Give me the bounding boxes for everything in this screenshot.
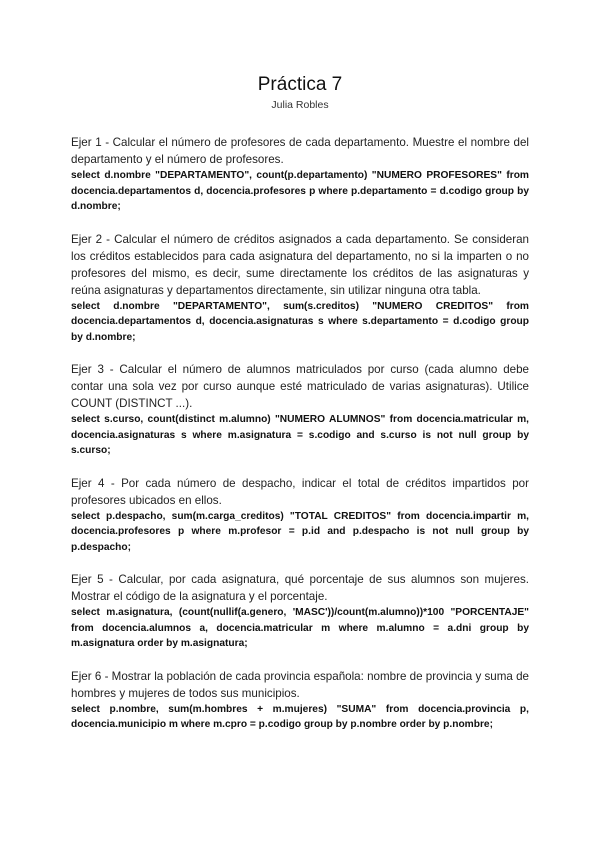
exercise-description: Ejer 2 - Calcular el número de créditos asignados a cada departamento. Se consideran los créditos establecidos para cada asignatura del departamento, no si la imparten o no profesores del mismo, es decir, sume directamente los créditos de las asignaturas y reúna asignaturas y departamentos directamente, sin utilizar ninguna otra tabla. bbox=[71, 232, 529, 297]
sql-query: select p.nombre, sum(m.hombres + m.mujeres) "SUMA" from docencia.provincia p, docencia.municipio m where m.cpro = p.codigo group by p.nombre order by p.nombre; bbox=[71, 703, 529, 730]
sql-query: select s.curso, count(distinct m.alumno) "NUMERO ALUMNOS" from docencia.matricular m, docencia.asignaturas s where m.asignatura = s.codigo and s.curso is not null group by s.curso; bbox=[71, 414, 529, 456]
page-title: Práctica 7 bbox=[257, 74, 343, 95]
exercise-5 bbox=[71, 571, 529, 652]
exercise-3 bbox=[71, 361, 529, 459]
exercise-4 bbox=[71, 475, 529, 556]
exercise-1 bbox=[71, 134, 529, 215]
author-name: Julia Robles bbox=[271, 99, 329, 111]
exercise-2 bbox=[71, 231, 529, 346]
sql-query: select d.nombre "DEPARTAMENTO", sum(s.creditos) "NUMERO CREDITOS" from docencia.departamentos d, docencia.asignaturas s where s.departamento = d.codigo group by d.nombre; bbox=[71, 300, 529, 343]
sql-query: select m.asignatura, (count(nullif(a.genero, 'MASC'))/count(m.alumno))*100 "PORCENTAJE" from docencia.alumnos a, docencia.matricular m where m.alumno = a.dni group by m.asignatura order by m.asignatura; bbox=[71, 607, 529, 649]
sql-query: select d.nombre "DEPARTAMENTO", count(p.departamento) "NUMERO PROFESORES" from docencia.departamentos d, docencia.profesores p where p.departamento = d.codigo group by d.nombre; bbox=[71, 170, 529, 212]
exercise-description: Ejer 1 - Calcular el número de profesores de cada departamento. Muestre el nombre del departamento y el número de profesores. bbox=[71, 136, 529, 166]
exercise-6 bbox=[71, 668, 529, 733]
exercise-description: Ejer 3 - Calcular el número de alumnos matriculados por curso (cada alumno debe contar una sola vez por curso aunque esté matriculado de varias asignaturas). Utilice COUNT (DISTINCT ...). bbox=[71, 363, 529, 410]
sql-query: select p.despacho, sum(m.carga_creditos) "TOTAL CREDITOS" from docencia.impartir m, docencia.profesores p where m.profesor = p.id and p.despacho is not null group by p.despacho; bbox=[71, 510, 529, 553]
exercise-description: Ejer 6 - Mostrar la población de cada provincia española: nombre de provincia y suma de hombres y mujeres de todos sus municipios. bbox=[71, 669, 529, 700]
exercise-description: Ejer 4 - Por cada número de despacho, indicar el total de créditos impartidos por profesores ubicados en ellos. bbox=[71, 476, 529, 507]
exercise-description: Ejer 5 - Calcular, por cada asignatura, qué porcentaje de sus alumnos son mujeres. Mostrar el código de la asignatura y el porcentaje. bbox=[71, 573, 529, 603]
exercise-list bbox=[71, 134, 529, 733]
